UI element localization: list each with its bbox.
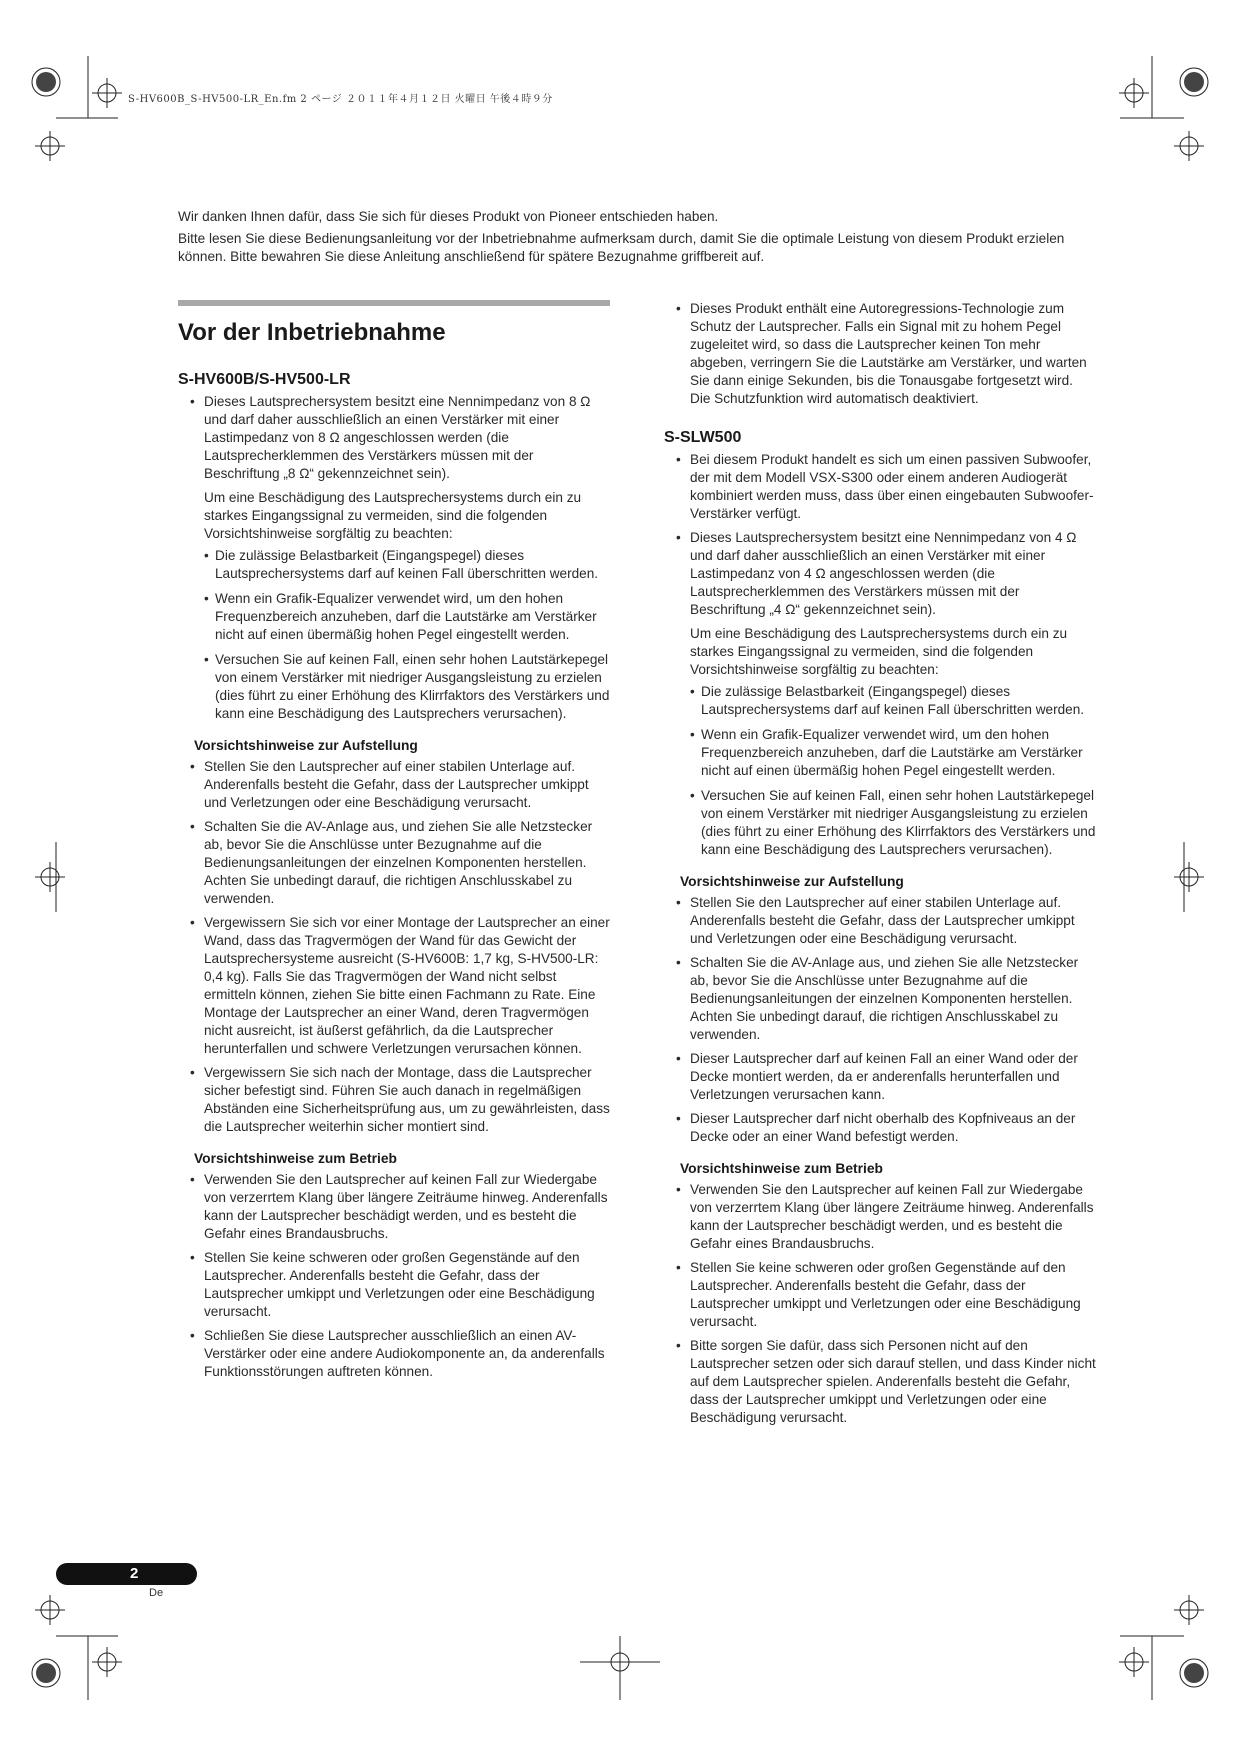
title-bar (178, 300, 610, 306)
list-item: • Schließen Sie diese Lautsprecher ausschließlich an einen AV-Verstärker oder eine andere Audiokomponente an, da anderenfalls Funktionsstörungen auftreten können. (178, 1327, 610, 1381)
list-item: • Bitte sorgen Sie dafür, dass sich Personen nicht auf den Lautsprecher setzen oder sich darauf stellen, und dass Kinder nicht auf dem Lautsprecher spielen. Anderenfalls besteht die Gefahr, dass der Lautsprecher umkippt und Verletzungen oder eine Beschädigung verursacht. (664, 1337, 1096, 1427)
operation-list (664, 1181, 1096, 1427)
operation-heading: Vorsichtshinweise zum Betrieb (680, 1161, 883, 1176)
list-item: • Stellen Sie keine schweren oder großen Gegenstände auf den Lautsprecher. Anderenfalls besteht die Gefahr, dass der Lautsprecher umkippt und Verletzungen oder eine Beschädigung verursacht. (178, 1249, 610, 1321)
registration-target-icon (1180, 137, 1198, 155)
setup-list (664, 894, 1096, 1146)
sub-list-item: • Wenn ein Grafik-Equalizer verwendet wird, um den hohen Frequenzbereich anzuheben, darf die Lautstärke am Verstärker nicht auf einen übermäßig hohen Pegel eingestellt werden. (690, 726, 1096, 780)
file-header: S-HV600B_S-HV500-LR_En.fm 2 ページ ２０１１年４月１２日 火曜日 午後４時９分 (128, 94, 553, 105)
sub-list (204, 547, 610, 723)
registration-target-icon (1180, 1601, 1198, 1619)
list-item: • Bei diesem Produkt handelt es sich um einen passiven Subwoofer, der mit dem Modell VSX-S300 oder einem anderen Audiogerät kombiniert werden muss, dass über einen eingebauten Subwoofer-Verstärker verfügt. (664, 451, 1096, 523)
registration-target-icon (1125, 1653, 1143, 1671)
registration-target-icon (611, 1653, 629, 1671)
sub-list-item: • Versuchen Sie auf keinen Fall, einen sehr hohen Lautstärkepegel von einem Verstärker mit niedriger Ausgangsleistung zu erzielen (dies führt zu einer Erhöhung des Klirrfaktors des Verstärkers und kann eine Beschädigung des Lautsprechers verursachen). (690, 787, 1096, 859)
impedance-paragraph: Um eine Beschädigung des Lautsprechersystems durch ein zu starkes Eingangssignal zu vermeiden, sind die folgenden Vorsichtshinweise sorgfältig zu beachten: (204, 490, 582, 541)
list-item: • Schalten Sie die AV-Anlage aus, und ziehen Sie alle Netzstecker ab, bevor Sie die Anschlüsse unter Bezugnahme auf die Bedienungsanleitungen der einzelnen Komponenten herstellen. Achten Sie unbedingt darauf, die richtigen Anschlusskabel zu verwenden. (664, 954, 1096, 1044)
registration-wheel-icon (1180, 68, 1208, 96)
registration-target-icon (98, 84, 116, 102)
sub-list-item: • Die zulässige Belastbarkeit (Eingangspegel) dieses Lautsprechersystems darf auf keinen Fall überschritten werden. (204, 547, 610, 583)
setup-heading: Vorsichtshinweise zur Aufstellung (680, 874, 904, 889)
model-list (178, 393, 610, 723)
registration-wheel-icon (1180, 1659, 1208, 1687)
list-item: • Verwenden Sie den Lautsprecher auf keinen Fall zur Wiedergabe von verzerrtem Klang über längere Zeiträume hinweg. Anderenfalls kann der Lautsprecher beschädigt werden, und es besteht die Gefahr eines Brandausbruchs. (178, 1171, 610, 1243)
list-item: • Stellen Sie keine schweren oder großen Gegenstände auf den Lautsprecher. Anderenfalls besteht die Gefahr, dass der Lautsprecher umkippt und Verletzungen oder eine Beschädigung verursacht. (664, 1259, 1096, 1331)
page-title: Vor der Inbetriebnahme (178, 319, 446, 346)
list-item: • Stellen Sie den Lautsprecher auf einer stabilen Unterlage auf. Anderenfalls besteht die Gefahr, dass der Lautsprecher umkippt und Verletzungen oder eine Beschädigung verursacht. (664, 894, 1096, 948)
setup-list (178, 758, 610, 1136)
model-heading: S-HV600B/S-HV500-LR (178, 371, 351, 388)
list-item: • Schalten Sie die AV-Anlage aus, und ziehen Sie alle Netzstecker ab, bevor Sie die Anschlüsse unter Bezugnahme auf die Bedienungsanleitungen der einzelnen Komponenten herstellen. Achten Sie unbedingt darauf, die richtigen Anschlusskabel zu verwenden. (178, 818, 610, 908)
impedance-text: • Dieses Lautsprechersystem besitzt eine Nennimpedanz von 4 Ω und darf daher ausschließlich an einen Verstärker mit einer Lastimpedanz von 4 Ω angeschlossen werden (die Lautsprecherklemmen des Verstärkers müssen mit der Beschriftung „4 Ω“ gekennzeichnet sein). (690, 530, 1077, 617)
registration-target-icon (1125, 84, 1143, 102)
model-list (664, 451, 1096, 859)
list-item: • Verwenden Sie den Lautsprecher auf keinen Fall zur Wiedergabe von verzerrtem Klang über längere Zeiträume hinweg. Anderenfalls kann der Lautsprecher beschädigt werden, und es besteht die Gefahr eines Brandausbruchs. (664, 1181, 1096, 1253)
sub-list-item: • Die zulässige Belastbarkeit (Eingangspegel) dieses Lautsprechersystems darf auf keinen Fall überschritten werden. (690, 683, 1096, 719)
intro-thanks: Wir danken Ihnen dafür, dass Sie sich für dieses Produkt von Pioneer entschieden haben. (178, 209, 719, 224)
impedance-text: • Dieses Lautsprechersystem besitzt eine Nennimpedanz von 8 Ω und darf daher ausschließlich an einen Verstärker mit einer Lastimpedanz von 8 Ω angeschlossen werden (die Lautsprecherklemmen des Verstärkers müssen mit der Beschriftung „8 Ω“ gekennzeichnet sein). (204, 394, 591, 481)
protection-list (664, 300, 1096, 408)
registration-wheel-icon (32, 1659, 60, 1687)
list-item (178, 393, 610, 723)
list-item: • Stellen Sie den Lautsprecher auf einer stabilen Unterlage auf. Anderenfalls besteht die Gefahr, dass der Lautsprecher umkippt und Verletzungen oder eine Beschädigung verursacht. (178, 758, 610, 812)
list-item: • Dieser Lautsprecher darf nicht oberhalb des Kopfniveaus an der Decke oder an einer Wand befestigt werden. (664, 1110, 1096, 1146)
intro-read-manual: Bitte lesen Sie diese Bedienungsanleitung vor der Inbetriebnahme aufmerksam durch, damit Sie die optimale Leistung von diesem Produkt erzielen können. Bitte bewahren Sie diese Anleitung anschließend für spätere Bezugnahme griffbereit auf. (178, 231, 1065, 264)
registration-target-icon (41, 137, 59, 155)
registration-wheel-icon (32, 68, 60, 96)
list-item (664, 529, 1096, 859)
intro (178, 208, 1098, 270)
operation-heading: Vorsichtshinweise zum Betrieb (194, 1151, 397, 1166)
list-item: • Dieses Produkt enthält eine Autoregressions-Technologie zum Schutz der Lautsprecher. Falls ein Signal mit zu hohem Pegel zugeleitet wird, so dass die Lautsprecher keinen Ton mehr abgeben, verringern Sie die Lautstärke am Verstärker, und warten Sie dann einige Sekunden, bis die Tonausgabe fortgesetzt wird. Die Schutzfunktion wird automatisch deaktiviert. (664, 300, 1096, 408)
registration-target-icon (41, 1601, 59, 1619)
impedance-paragraph: Um eine Beschädigung des Lautsprechersystems durch ein zu starkes Eingangssignal zu vermeiden, sind die folgenden Vorsichtshinweise sorgfältig zu beachten: (690, 626, 1068, 677)
language-code: De (149, 1587, 164, 1599)
sub-list-item: • Versuchen Sie auf keinen Fall, einen sehr hohen Lautstärkepegel von einem Verstärker mit niedriger Ausgangsleistung zu erzielen (dies führt zu einer Erhöhung des Klirrfaktors des Verstärkers und kann eine Beschädigung des Lautsprechers verursachen). (204, 651, 610, 723)
sub-list-item: • Wenn ein Grafik-Equalizer verwendet wird, um den hohen Frequenzbereich anzuheben, darf die Lautstärke am Verstärker nicht auf einen übermäßig hohen Pegel eingestellt werden. (204, 590, 610, 644)
list-item: • Vergewissern Sie sich nach der Montage, dass die Lautsprecher sicher befestigt sind. Führen Sie auch danach in regelmäßigen Abständen eine Sicherheitsprüfung aus, um zu gewährleisten, dass die Lautsprecher weiterhin sicher montiert sind. (178, 1064, 610, 1136)
setup-heading: Vorsichtshinweise zur Aufstellung (194, 738, 418, 753)
model-heading: S-SLW500 (664, 429, 742, 446)
operation-list (178, 1171, 610, 1381)
left-column (178, 300, 610, 1387)
registration-target-icon (98, 1653, 116, 1671)
list-item: • Dieser Lautsprecher darf auf keinen Fall an einer Wand oder der Decke montiert werden, da er anderenfalls herunterfallen und Verletzungen verursachen kann. (664, 1050, 1096, 1104)
page-number: 2 (130, 1565, 139, 1582)
right-column (664, 300, 1096, 1433)
sub-list (690, 683, 1096, 859)
registration-target-icon (41, 868, 59, 886)
registration-target-icon (1180, 868, 1198, 886)
list-item: • Vergewissern Sie sich vor einer Montage der Lautsprecher an einer Wand, dass das Tragvermögen der Wand für das Gewicht der Lautsprechersysteme ausreicht (S-HV600B: 1,7 kg, S-HV500-LR: 0,4 kg). Falls Sie das Tragvermögen der Wand nicht selbst ermitteln können, ziehen Sie bitte einen Fachmann zu Rate. Eine Montage der Lautsprecher an einer Wand, deren Tragvermögen nicht ausreicht, ist äußerst gefährlich, da die Lautsprecher herunterfallen und schwere Verletzungen verursachen können. (178, 914, 610, 1058)
